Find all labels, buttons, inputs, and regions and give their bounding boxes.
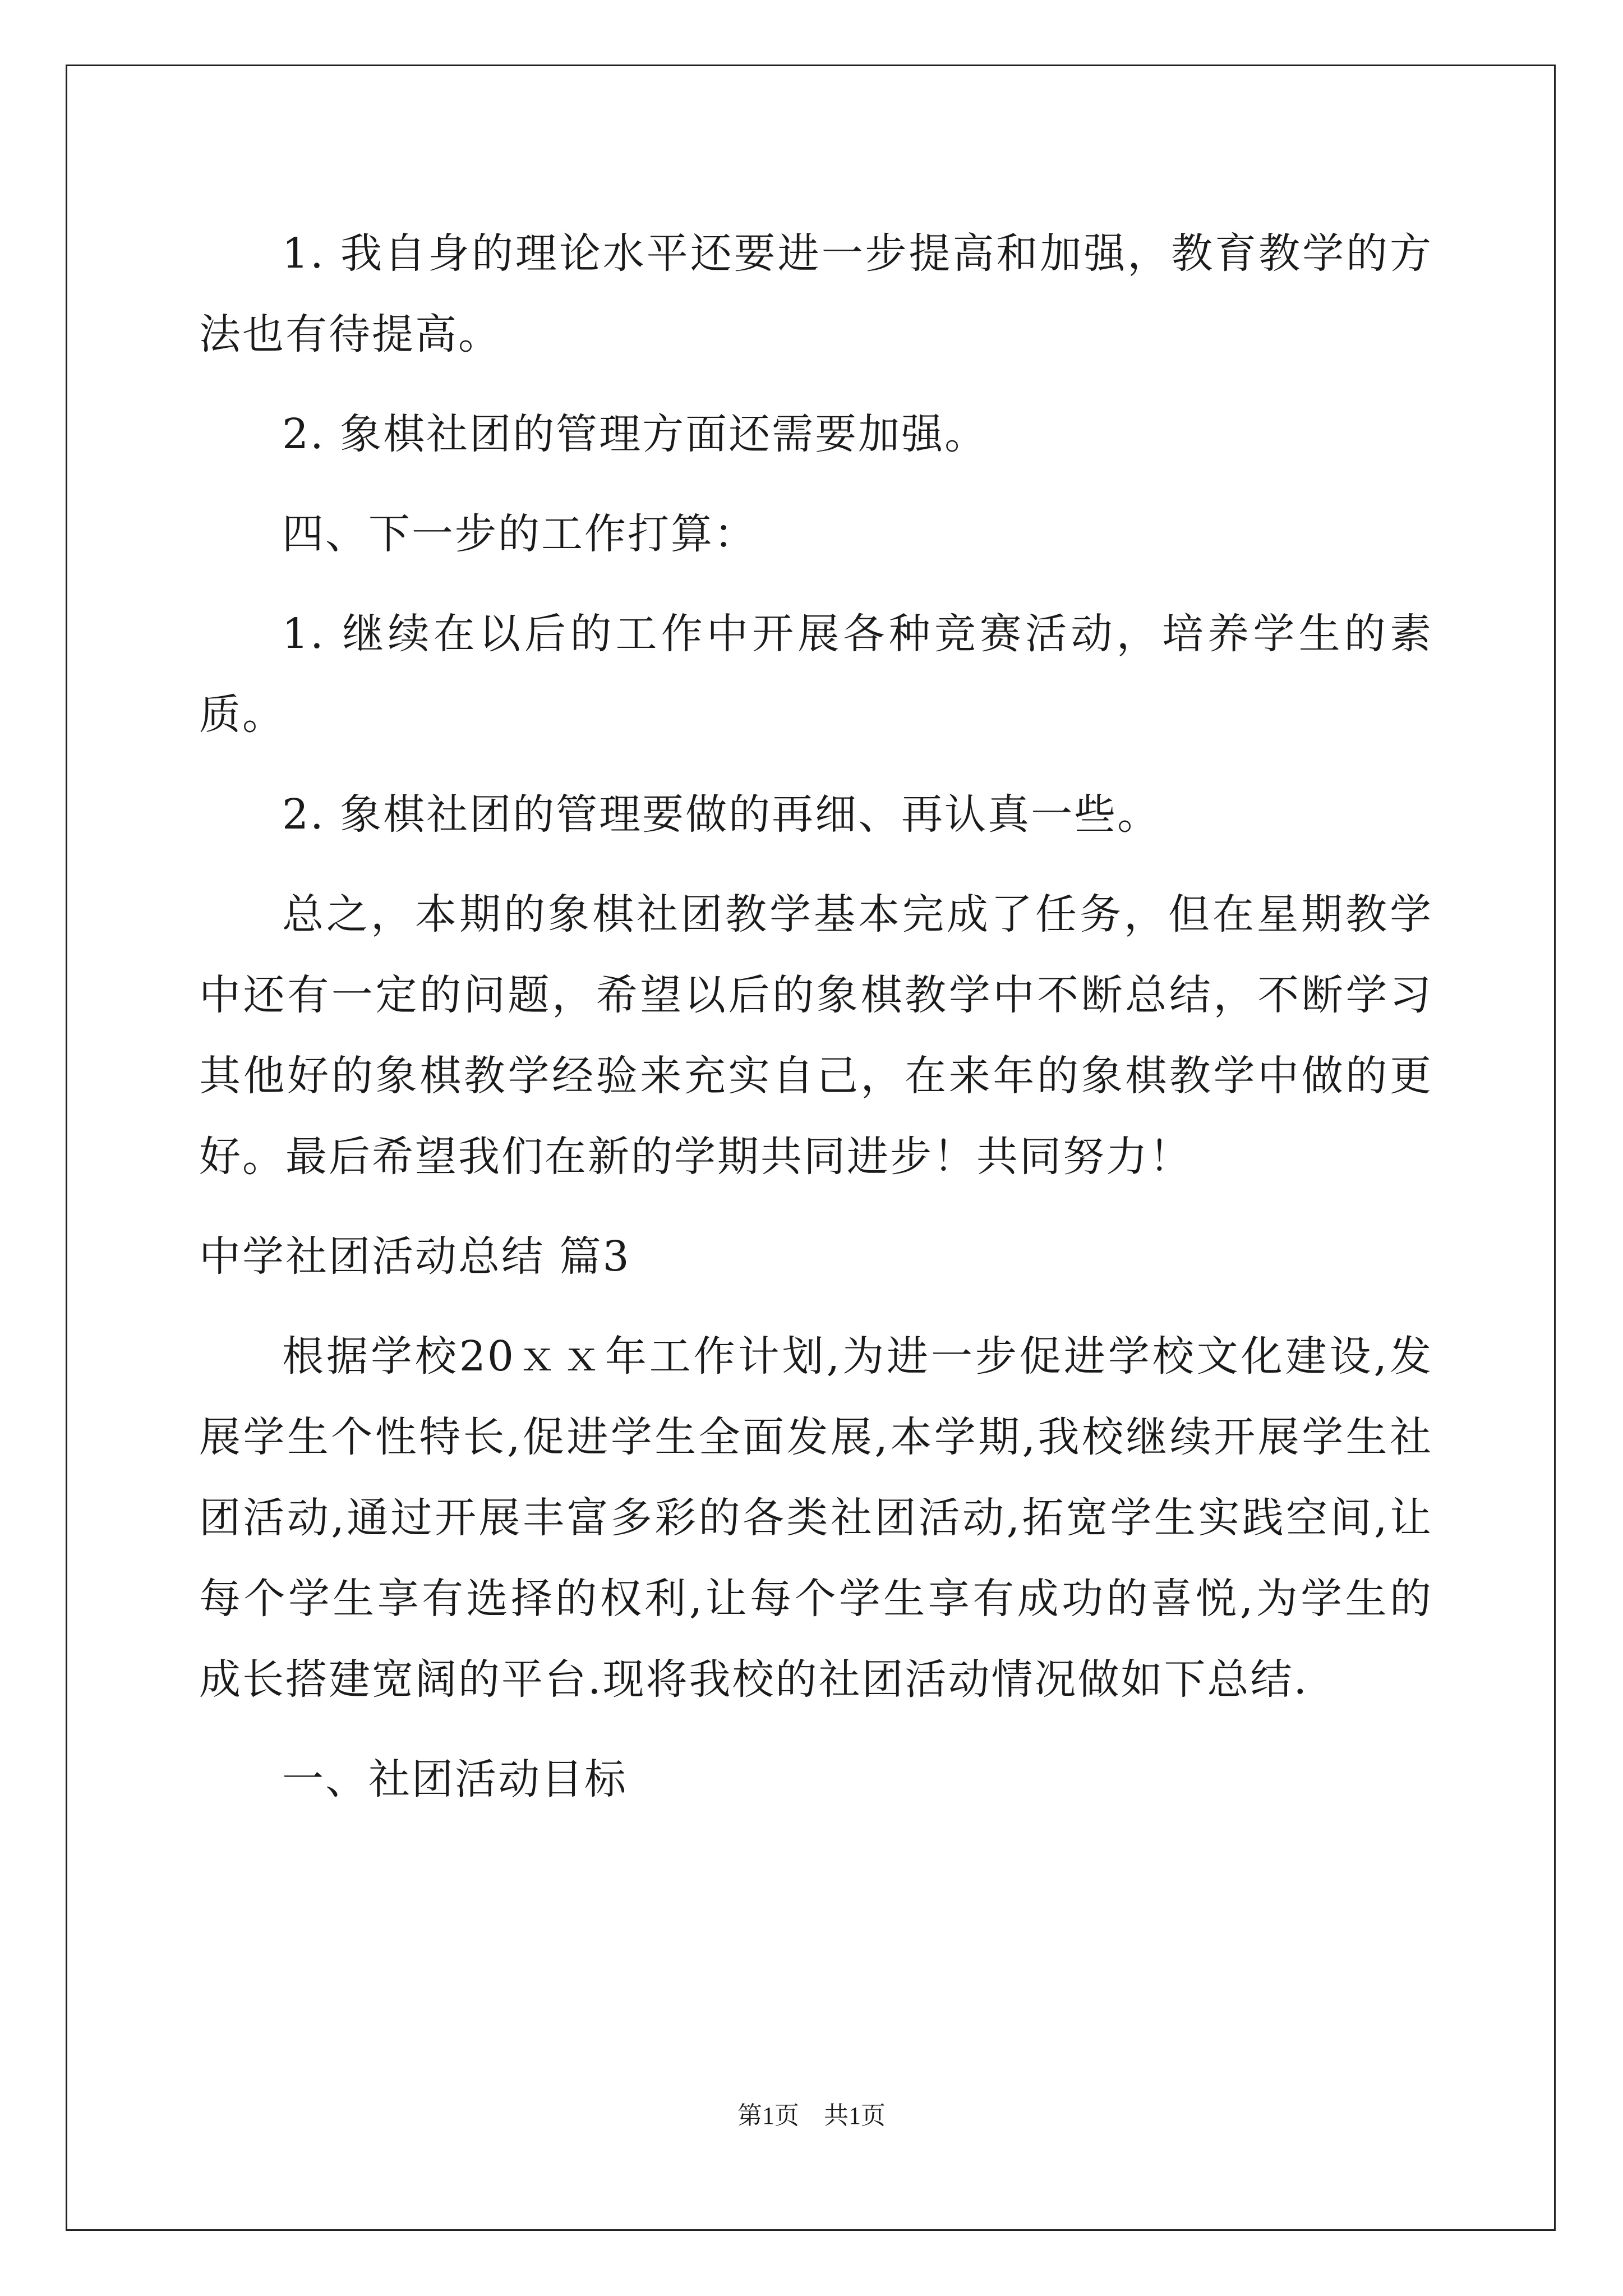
paragraph-intro: 根据学校20ｘｘ年工作计划,为进一步促进学校文化建设,发展学生个性特长,促进学生全面发展,本学期,我校继续开展学生社团活动,通过开展丰富多彩的各类社团活动,拓宽学生实践空间,让每个学生享有选择的权利,让每个学生享有成功的喜悦,为学生的成长搭建宽阔的平台.现将我校的社团活动情况做如下总结. bbox=[199, 1332, 1433, 1704]
paragraph-reflection-1: 1. 我自身的理论水平还要进一步提高和加强，教育教学的方法也有待提高。 bbox=[199, 229, 1433, 358]
document-body bbox=[199, 213, 1433, 1820]
article-title: 中学社团活动总结 篇3 bbox=[199, 1232, 631, 1281]
page-number: 第1页 共1页 bbox=[737, 2102, 886, 2129]
paragraph-conclusion: 总之，本期的象棋社团教学基本完成了任务，但在星期教学中还有一定的问题，希望以后的象棋教学中不断总结，不断学习其他好的象棋教学经验来充实自己，在来年的象棋教学中做的更好。最后希望我们在新的学期共同进步！共同努力！ bbox=[199, 890, 1433, 1181]
paragraph-plan-2: 2. 象棋社团的管理要做的再细、再认真一些。 bbox=[282, 790, 1161, 839]
paragraph-plan-1: 1. 继续在以后的工作中开展各种竞赛活动，培养学生的素质。 bbox=[199, 610, 1433, 739]
paragraph-reflection-2: 2. 象棋社团的管理方面还需要加强。 bbox=[282, 410, 988, 458]
section-heading-next-steps: 四、下一步的工作打算： bbox=[282, 510, 757, 558]
section-heading-goals: 一、社团活动目标 bbox=[282, 1755, 628, 1803]
